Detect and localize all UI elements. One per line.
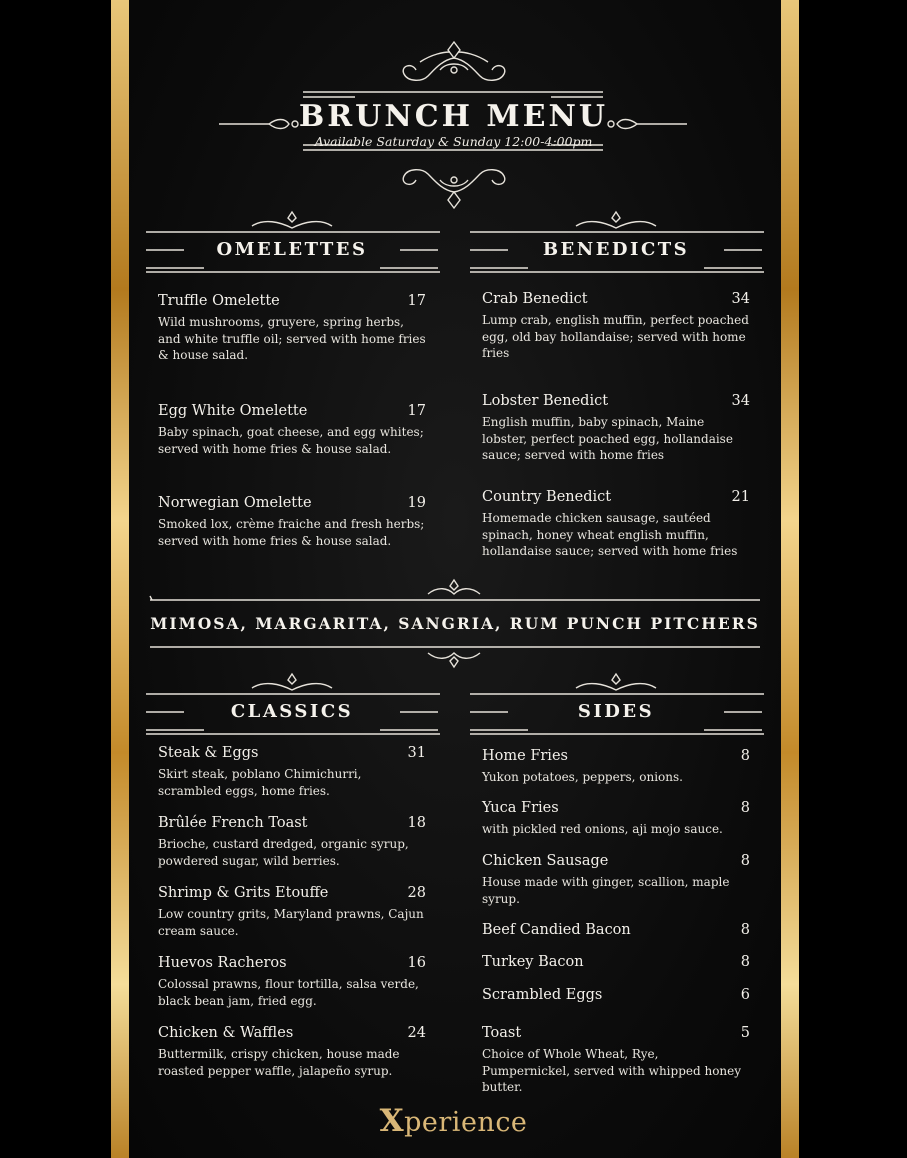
item-name: Norwegian Omelette <box>158 495 312 511</box>
item-price: 8 <box>740 922 750 938</box>
item-description: Skirt steak, poblano Chimichurri, scrambled eggs, home fries. <box>158 767 362 798</box>
logo-text: perience <box>404 1107 528 1138</box>
availability-subtitle: Available Saturday & Sunday 12:00-4:00pm <box>314 134 593 149</box>
item-name: Beef Candied Bacon <box>482 922 631 938</box>
benedicts-heading: BENEDICTS <box>542 239 690 260</box>
omelettes-heading: OMELETTES <box>216 239 368 260</box>
item-price: 6 <box>740 987 750 1003</box>
item-name: Shrimp & Grits Etouffe <box>158 885 329 901</box>
item-description: Lump crab, english muffin, perfect poached egg, old bay hollandaise; served with home fries <box>482 313 749 360</box>
item-price: 24 <box>407 1025 426 1041</box>
item-price: 18 <box>407 815 426 831</box>
item-description: Colossal prawns, flour tortilla, salsa verde, black bean jam, fried egg. <box>158 977 419 1008</box>
page-title: BRUNCH MENU <box>298 99 609 134</box>
item-name: Brûlée French Toast <box>158 815 308 831</box>
item-description: Yukon potatoes, peppers, onions. <box>482 770 683 784</box>
menu-item <box>482 987 750 1003</box>
item-price: 8 <box>740 954 750 970</box>
classics-heading: CLASSICS <box>230 701 354 722</box>
item-name: Steak & Eggs <box>158 745 259 761</box>
right-gold-bar <box>781 0 799 1158</box>
pitchers-bottom-ornament <box>148 643 762 669</box>
pitchers-banner: MIMOSA, MARGARITA, SANGRIA, RUM PUNCH PITCHERS <box>150 614 760 633</box>
menu-item <box>482 954 750 970</box>
item-name: Home Fries <box>482 748 568 764</box>
item-name: Huevos Racheros <box>158 955 287 971</box>
item-price: 19 <box>407 495 426 511</box>
item-description: Wild mushrooms, gruyere, spring herbs, and white truffle oil; served with home fries & house salad. <box>158 315 426 362</box>
menu-item <box>482 922 750 938</box>
item-price: 8 <box>740 748 750 764</box>
item-name: Lobster Benedict <box>482 393 609 409</box>
item-name: Turkey Bacon <box>482 954 584 970</box>
item-description: Low country grits, Maryland prawns, Cajun cream sauce. <box>158 907 424 938</box>
menu-item <box>158 745 426 799</box>
menu-item <box>482 393 750 464</box>
item-price: 31 <box>407 745 426 761</box>
sides-heading: SIDES <box>577 701 655 722</box>
menu-item <box>158 815 426 869</box>
logo-initial: X <box>379 1103 405 1139</box>
item-name: Chicken & Waffles <box>158 1025 294 1041</box>
menu-item <box>482 800 750 838</box>
item-description: with pickled red onions, aji mojo sauce. <box>482 822 723 836</box>
pitchers-top-ornament <box>148 578 762 606</box>
header-top-ornament <box>390 40 518 92</box>
item-price: 17 <box>407 403 426 419</box>
item-price: 21 <box>731 489 750 505</box>
item-price: 34 <box>731 291 750 307</box>
menu-item <box>482 1025 750 1096</box>
item-price: 16 <box>407 955 426 971</box>
menu-item <box>482 489 750 560</box>
item-description: Choice of Whole Wheat, Rye, Pumpernickel, served with whipped honey butter. <box>482 1047 742 1094</box>
menu-item <box>158 1025 426 1079</box>
menu-item <box>482 291 750 362</box>
item-name: Yuca Fries <box>482 800 559 816</box>
item-description: Buttermilk, crispy chicken, house made roasted pepper waffle, jalapeño syrup. <box>158 1047 400 1078</box>
menu-item <box>158 403 426 457</box>
item-name: Crab Benedict <box>482 291 588 307</box>
menu-item <box>482 748 750 786</box>
item-price: 8 <box>740 800 750 816</box>
left-gold-bar <box>111 0 129 1158</box>
item-description: Smoked lox, crème fraiche and fresh herbs; served with home fries & house salad. <box>158 517 425 548</box>
item-price: 28 <box>407 885 426 901</box>
item-name: Truffle Omelette <box>158 293 280 309</box>
item-description: English muffin, baby spinach, Maine lobster, perfect poached egg, hollandaise sauce; served with home fries <box>482 415 733 462</box>
item-description: Brioche, custard dredged, organic syrup, powdered sugar, wild berries. <box>158 837 409 868</box>
menu-item <box>158 955 426 1009</box>
menu-item <box>158 495 426 549</box>
menu-item <box>482 853 750 907</box>
item-price: 17 <box>407 293 426 309</box>
menu-item <box>158 885 426 939</box>
item-price: 34 <box>731 393 750 409</box>
item-name: Egg White Omelette <box>158 403 308 419</box>
header-bottom-ornament <box>390 158 518 210</box>
item-name: Chicken Sausage <box>482 853 609 869</box>
item-description: Homemade chicken sausage, sautéed spinach, honey wheat english muffin, hollandaise sauce; served with home fries <box>482 511 738 558</box>
item-price: 8 <box>740 853 750 869</box>
menu-item <box>158 293 426 364</box>
item-price: 5 <box>740 1025 750 1041</box>
item-name: Toast <box>482 1025 522 1041</box>
item-description: Baby spinach, goat cheese, and egg whites; served with home fries & house salad. <box>158 425 424 456</box>
item-name: Country Benedict <box>482 489 612 505</box>
xperience-logo <box>0 1103 907 1139</box>
item-name: Scrambled Eggs <box>482 987 603 1003</box>
item-description: House made with ginger, scallion, maple syrup. <box>482 875 730 906</box>
